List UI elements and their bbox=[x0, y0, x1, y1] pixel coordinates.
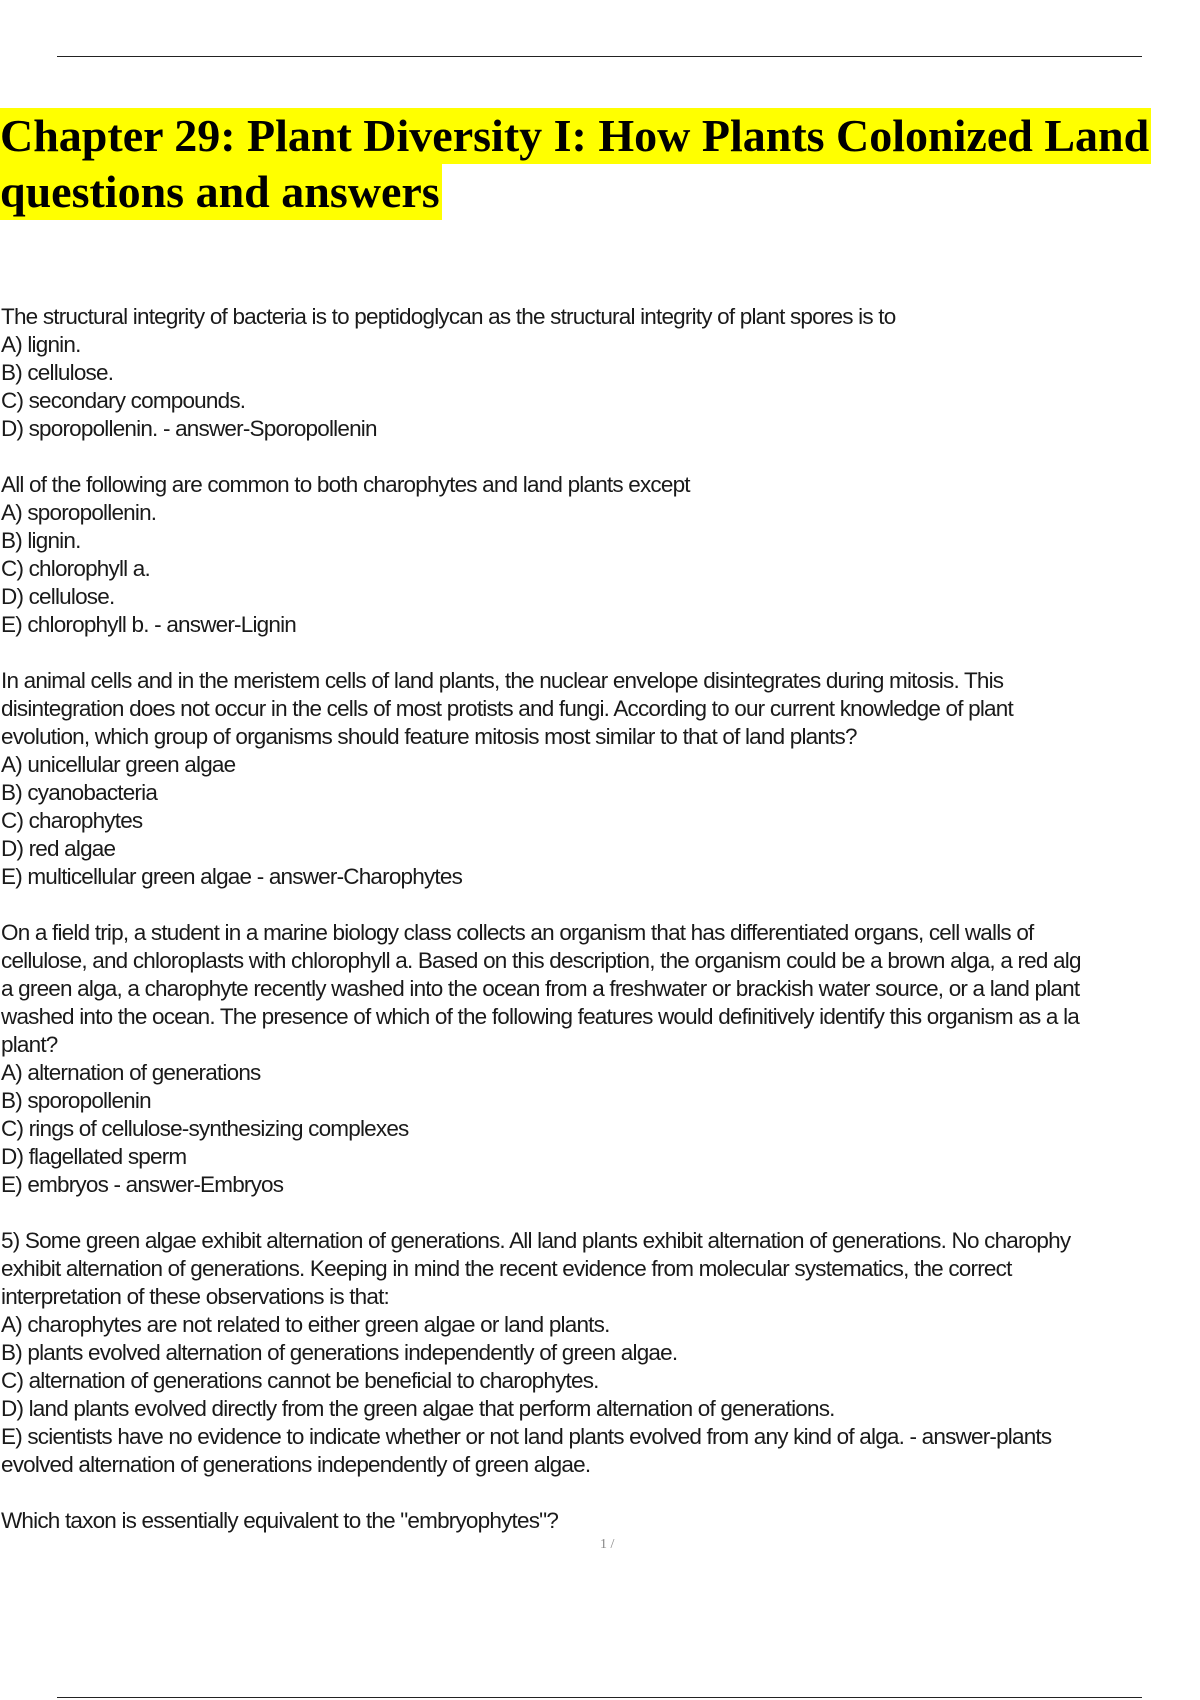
question-stem: washed into the ocean. The presence of which of the following features would definitively identify this organism as a la bbox=[1, 1004, 1080, 1029]
title-line-1: Chapter 29: Plant Diversity I: How Plants Colonized Land bbox=[0, 108, 1151, 164]
question-block-3 bbox=[1, 667, 1200, 891]
question-stem: exhibit alternation of generations. Keeping in mind the recent evidence from molecular systematics, the correct bbox=[1, 1256, 1012, 1281]
answer-option: D) flagellated sperm bbox=[1, 1144, 187, 1169]
answer-option bbox=[1, 863, 1200, 891]
answer-option: C) charophytes bbox=[1, 808, 143, 833]
question-stem: On a field trip, a student in a marine biology class collects an organism that has differentiated organs, cell walls of bbox=[1, 920, 1034, 945]
question-block-6 bbox=[1, 1507, 1200, 1533]
answer-option-text: E) chlorophyll b. bbox=[1, 612, 149, 637]
answer-option-text: E) multicellular green algae bbox=[1, 864, 252, 889]
answer-option: A) alternation of generations bbox=[1, 1060, 261, 1085]
page-title bbox=[0, 108, 1200, 220]
answer-option: B) plants evolved alternation of generations independently of green algae. bbox=[1, 1340, 678, 1365]
question-stem: disintegration does not occur in the cells of most protists and fungi. According to our current knowledge of plant bbox=[1, 696, 1013, 721]
answer-option: C) alternation of generations cannot be beneficial to charophytes. bbox=[1, 1368, 599, 1393]
answer-option bbox=[1, 1171, 1200, 1199]
question-list bbox=[1, 303, 1200, 1533]
question-stem: plant? bbox=[1, 1032, 58, 1057]
question-stem: In animal cells and in the meristem cells of land plants, the nuclear envelope disintegrates during mitosis. This bbox=[1, 668, 1004, 693]
question-block-1 bbox=[1, 303, 1200, 443]
answer-option: A) lignin. bbox=[1, 332, 81, 357]
question-stem: cellulose, and chloroplasts with chlorophyll a. Based on this description, the organism could be a brown alga, a red alg bbox=[1, 948, 1081, 973]
question-block-2 bbox=[1, 471, 1200, 639]
question-stem: All of the following are common to both charophytes and land plants except bbox=[1, 472, 690, 497]
question-stem: a green alga, a charophyte recently washed into the ocean from a freshwater or brackish water source, or a land plant bbox=[1, 976, 1080, 1001]
answer-key-continuation: evolved alternation of generations independently of green algae. bbox=[1, 1452, 591, 1477]
answer-option-text: E) scientists have no evidence to indicate whether or not land plants evolved from any kind of alga. bbox=[1, 1424, 905, 1449]
answer-key: - answer-Lignin bbox=[148, 612, 297, 637]
answer-key: - answer-plants bbox=[904, 1424, 1052, 1449]
answer-option: B) cyanobacteria bbox=[1, 780, 158, 805]
answer-option: C) secondary compounds. bbox=[1, 388, 246, 413]
answer-option bbox=[1, 1423, 1200, 1451]
answer-option-text: E) embryos bbox=[1, 1172, 109, 1197]
title-line-2: questions and answers bbox=[0, 164, 442, 220]
answer-option: D) cellulose. bbox=[1, 584, 115, 609]
question-block-4 bbox=[1, 919, 1200, 1199]
top-rule bbox=[57, 56, 1142, 57]
answer-option bbox=[1, 611, 1200, 639]
answer-option: B) cellulose. bbox=[1, 360, 114, 385]
answer-option: B) sporopollenin bbox=[1, 1088, 151, 1113]
question-stem: Which taxon is essentially equivalent to the "embryophytes"? bbox=[1, 1508, 559, 1533]
question-stem: interpretation of these observations is that: bbox=[1, 1284, 389, 1309]
answer-option: D) land plants evolved directly from the green algae that perform alternation of generations. bbox=[1, 1396, 835, 1421]
answer-option: A) sporopollenin. bbox=[1, 500, 157, 525]
answer-option: B) lignin. bbox=[1, 528, 81, 553]
question-block-5 bbox=[1, 1227, 1200, 1479]
answer-option bbox=[1, 415, 1200, 443]
answer-option: C) chlorophyll a. bbox=[1, 556, 150, 581]
question-stem: The structural integrity of bacteria is to peptidoglycan as the structural integrity of plant spores is to bbox=[1, 304, 896, 329]
answer-option: C) rings of cellulose-synthesizing complexes bbox=[1, 1116, 409, 1141]
answer-key: - answer-Charophytes bbox=[251, 864, 463, 889]
answer-option: D) red algae bbox=[1, 836, 116, 861]
question-stem: evolution, which group of organisms should feature mitosis most similar to that of land plants? bbox=[1, 724, 857, 749]
bottom-rule bbox=[57, 1697, 1142, 1698]
page-number: 1 / bbox=[600, 1537, 615, 1552]
answer-option-text: D) sporopollenin. bbox=[1, 416, 158, 441]
question-stem: 5) Some green algae exhibit alternation of generations. All land plants exhibit alternation of generations. No charophy bbox=[1, 1228, 1071, 1253]
answer-key: - answer-Sporopollenin bbox=[157, 416, 377, 441]
answer-option: A) unicellular green algae bbox=[1, 752, 236, 777]
answer-option: A) charophytes are not related to either green algae or land plants. bbox=[1, 1312, 610, 1337]
answer-key: - answer-Embryos bbox=[108, 1172, 284, 1197]
